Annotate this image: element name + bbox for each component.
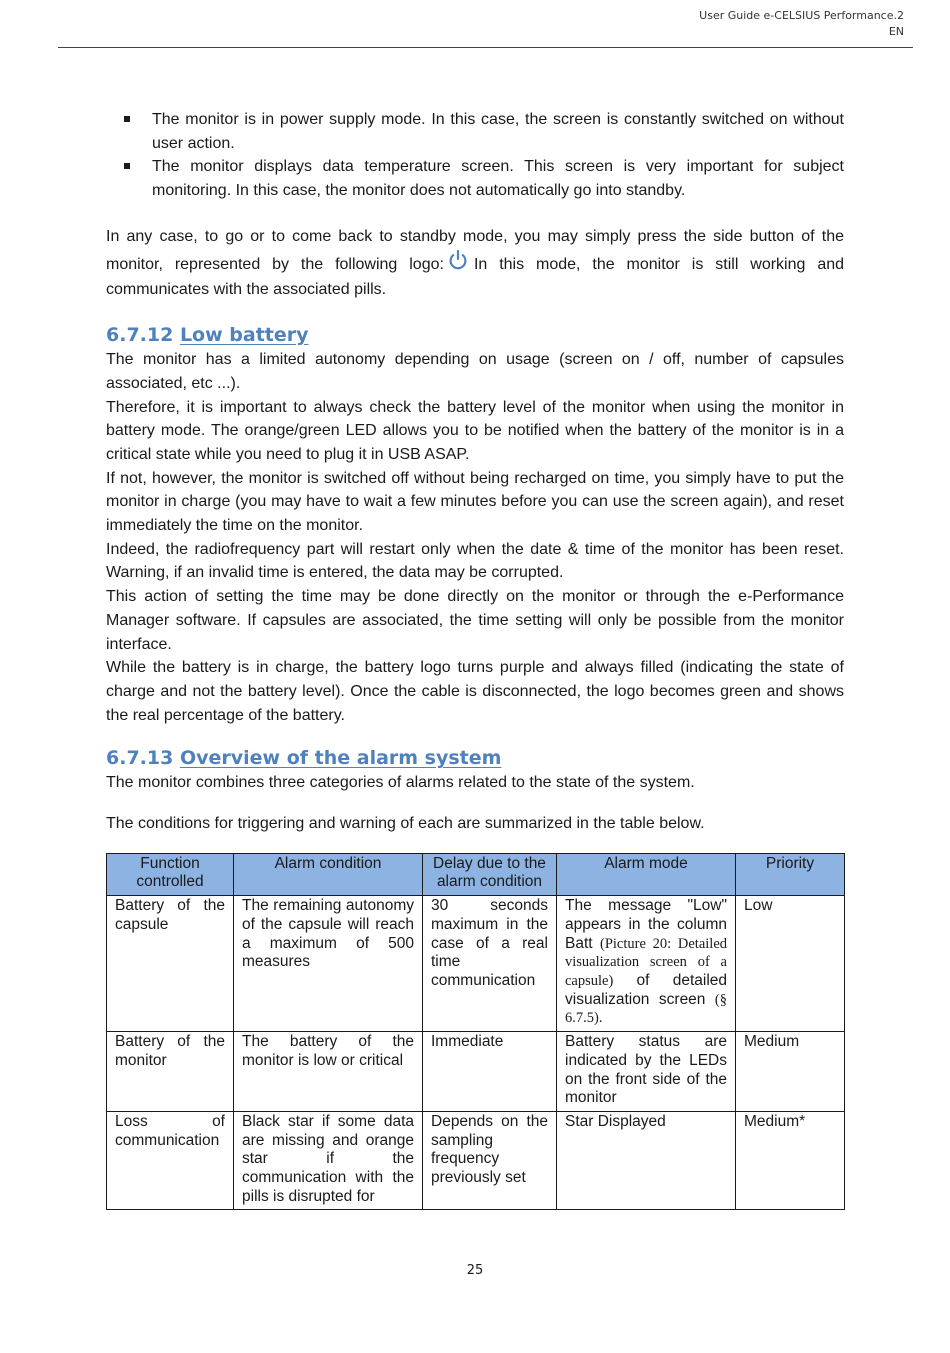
column-header: Priority bbox=[736, 853, 845, 895]
page-number: 25 bbox=[466, 1263, 484, 1278]
alarm-table bbox=[106, 853, 845, 1211]
table-cell-priority: Low bbox=[736, 896, 845, 1032]
table-cell-delay: Immediate bbox=[423, 1032, 557, 1112]
header-title: User Guide e-CELSIUS Performance.2 bbox=[699, 9, 904, 22]
section-reference: (§ 6.7.5). bbox=[565, 991, 728, 1027]
table-cell-delay: 30 seconds maximum in the case of a real time communication bbox=[423, 896, 557, 1032]
section-heading-alarm-system: 6.7.13 Overview of the alarm system bbox=[106, 747, 502, 770]
alarm-intro-paragraph: The monitor combines three categories of alarms related to the state of the system. bbox=[106, 774, 695, 792]
square-bullet-icon bbox=[124, 163, 130, 169]
low-battery-paragraph: While the battery is in charge, the battery logo turns purple and always filled (indicating the state of charge and not the battery level). Once the cable is disconnected, the logo becomes green and shows the real percentage of the battery. bbox=[106, 659, 844, 724]
table-cell-function: Battery of the capsule bbox=[107, 896, 234, 1032]
header-language: EN bbox=[888, 25, 904, 38]
standby-paragraph: In any case, to go or to come back to standby mode, you may simply press the side button of the monitor, represented by the following logo: In this mode, the monitor is still working and communicates with the associated pills. bbox=[106, 228, 845, 299]
table-cell-priority: Medium* bbox=[736, 1111, 845, 1210]
low-battery-paragraph: Therefore, it is important to always check the battery level of the monitor when using the monitor in battery mode. The orange/green LED allows you to be notified when the battery of the monitor is in a critical state while you need to plug it in USB ASAP. bbox=[106, 398, 844, 463]
page-header bbox=[699, 8, 904, 40]
table-intro-paragraph: The conditions for triggering and warning of each are summarized in the table below. bbox=[106, 815, 705, 833]
low-battery-paragraph: If not, however, the monitor is switched off without being recharged on time, you simply have to put the monitor in charge (you may have to wait a few minutes before you can use the screen again), and reset immediately the time on the monitor. bbox=[106, 469, 844, 535]
table-cell-condition: Black star if some data are missing and orange star if the communication with the pills is disrupted for bbox=[234, 1111, 423, 1210]
table-row bbox=[107, 896, 845, 1032]
picture-reference: (Picture 20: Detailed visualization screen of a capsule) bbox=[565, 935, 728, 989]
low-battery-paragraph: The monitor has a limited autonomy depending on usage (screen on / off, number of capsules associated, etc ...). bbox=[106, 351, 844, 392]
table-cell-mode: Battery status are indicated by the LEDs on the front side of the monitor bbox=[557, 1032, 736, 1112]
table-cell-condition: The remaining autonomy of the capsule will reach a maximum of 500 measures bbox=[234, 896, 423, 1032]
low-battery-paragraph: This action of setting the time may be done directly on the monitor or through the e-Performance Manager software. If capsules are associated, the time setting will only be possible from the monitor interface. bbox=[106, 588, 844, 653]
table-cell-function: Battery of the monitor bbox=[107, 1032, 234, 1112]
table-cell-mode: Star Displayed bbox=[557, 1111, 736, 1210]
table-cell-condition: The battery of the monitor is low or critical bbox=[234, 1032, 423, 1112]
bullet-list bbox=[106, 108, 844, 202]
power-icon bbox=[448, 249, 468, 279]
column-header: Delay due to the alarm condition bbox=[423, 853, 557, 895]
column-header: Alarm condition bbox=[234, 853, 423, 895]
table-cell-mode: The message "Low" appears in the column Batt (Picture 20: Detailed visualization screen of a capsule) of detailed visualization screen (§ 6.7.5). bbox=[557, 896, 736, 1032]
table-header-row bbox=[107, 853, 845, 895]
column-header: Alarm mode bbox=[557, 853, 736, 895]
column-header: Function controlled bbox=[107, 853, 234, 895]
low-battery-paragraph: Indeed, the radiofrequency part will restart only when the date & time of the monitor has been reset. Warning, if an invalid time is entered, the data may be corrupted. bbox=[106, 540, 844, 582]
table-row bbox=[107, 1032, 845, 1112]
header-rule bbox=[58, 47, 913, 48]
bullet-item: The monitor is in power supply mode. In this case, the screen is constantly switched on without user action. bbox=[106, 108, 844, 155]
bullet-item: The monitor displays data temperature screen. This screen is very important for subject monitoring. In this case, the monitor does not automatically go into standby. bbox=[106, 155, 844, 202]
section-heading-low-battery: 6.7.12 Low battery bbox=[106, 324, 309, 347]
page-content bbox=[106, 108, 844, 1210]
table-cell-delay: Depends on the sampling frequency previously set bbox=[423, 1111, 557, 1210]
table-row bbox=[107, 1111, 845, 1210]
table-cell-priority: Medium bbox=[736, 1032, 845, 1112]
square-bullet-icon bbox=[124, 116, 130, 122]
table-cell-function: Loss of communication bbox=[107, 1111, 234, 1210]
